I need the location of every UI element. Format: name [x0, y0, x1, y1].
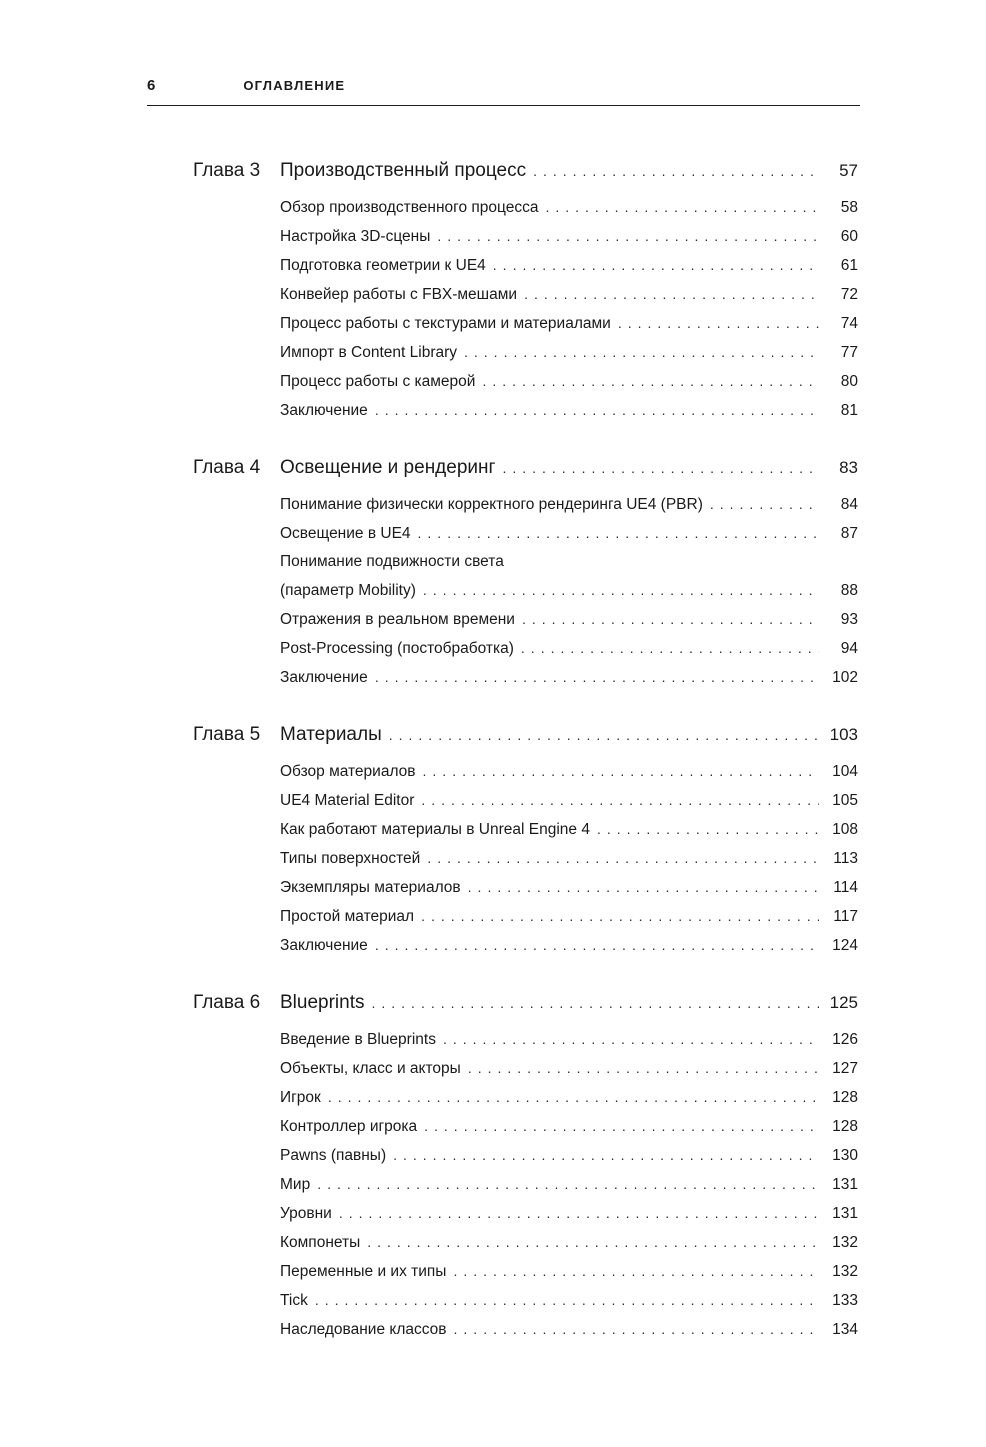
chapter-page-number: 83 — [839, 458, 858, 477]
chapter-page-number: 57 — [839, 161, 858, 180]
toc-entry-title: Переменные и их типы — [280, 1263, 447, 1280]
dot-leader — [468, 1054, 819, 1082]
toc-entry — [280, 815, 858, 844]
dot-leader — [454, 1315, 819, 1343]
toc-entry-title: Понимание физически корректного рендеринга UE4 (PBR) — [280, 496, 703, 513]
toc-entry-page-number: 61 — [840, 257, 858, 274]
toc-entry-page-number: 84 — [840, 496, 858, 513]
chapter-sections — [193, 1025, 858, 1344]
toc-chapter-row — [193, 453, 858, 483]
dot-leader — [618, 309, 819, 337]
toc-entry-title: Заключение — [280, 669, 368, 686]
chapter-sections — [193, 757, 858, 960]
toc-entry-title: Объекты, класс и акторы — [280, 1060, 461, 1077]
toc-entry-title: (параметр Mobility) — [280, 582, 416, 599]
dot-leader — [418, 519, 819, 547]
toc-entry-page-number: 114 — [833, 879, 858, 896]
toc-entry-title: Экземпляры материалов — [280, 879, 461, 896]
toc-entry-page-number: 104 — [832, 763, 858, 780]
toc-entry — [280, 1257, 858, 1286]
toc-entry-title: Обзор материалов — [280, 763, 416, 780]
folio-page-number: 6 — [147, 77, 156, 94]
toc-entry-title: Конвейер работы с FBX-мешами — [280, 286, 518, 303]
toc-entry-title: Процесс работы с камерой — [280, 373, 476, 390]
toc-entry-title: Подготовка геометрии к UE4 — [280, 257, 486, 274]
toc-entry-page-number: 131 — [832, 1205, 858, 1222]
toc-entry — [280, 1025, 858, 1054]
dot-leader — [375, 931, 819, 959]
toc-entry-page-number: 102 — [832, 669, 858, 686]
dot-leader — [375, 396, 819, 424]
dot-leader — [421, 786, 819, 814]
dot-leader — [437, 222, 819, 250]
toc-entry-title: Процесс работы с текстурами и материалами — [280, 315, 611, 332]
toc-entry — [280, 873, 858, 902]
toc-chapter — [193, 720, 858, 960]
toc-entry-page-number: 132 — [832, 1234, 858, 1251]
chapter-label: Глава 4 — [193, 457, 261, 478]
toc-entry-title-line1: Понимание подвижности света — [280, 553, 504, 570]
toc-entry — [280, 251, 858, 280]
dot-leader — [522, 605, 819, 633]
toc-entry — [280, 1286, 858, 1315]
toc-entry-page-number: 113 — [833, 850, 858, 867]
toc-entry-page-number: 124 — [832, 937, 858, 954]
dot-leader — [524, 280, 819, 308]
toc-entry-page-number: 74 — [840, 315, 858, 332]
toc-entry-page-number: 72 — [840, 286, 858, 303]
toc-entry-page-number: 128 — [832, 1118, 858, 1135]
toc-entry-title: Как работают материалы в Unreal Engine 4 — [280, 821, 590, 838]
toc-entry-title: UE4 Material Editor — [280, 792, 415, 809]
toc-entry — [280, 786, 858, 815]
toc-entry-page-number: 134 — [832, 1321, 858, 1338]
chapter-title: Производственный процесс — [280, 160, 527, 181]
dot-leader — [482, 367, 819, 395]
toc-entry — [280, 605, 858, 634]
toc-chapter-row — [193, 720, 858, 750]
running-title: ОГЛАВЛЕНИЕ — [243, 78, 346, 93]
dot-leader — [389, 720, 819, 750]
toc-chapter — [193, 453, 858, 692]
toc-entry — [280, 193, 858, 222]
toc-entry — [280, 309, 858, 338]
toc-entry-page-number: 60 — [840, 228, 858, 245]
dot-leader — [453, 1257, 819, 1285]
toc-chapter — [193, 156, 858, 425]
toc-entry-title: Tick — [280, 1292, 308, 1309]
chapter-page-number: 125 — [829, 993, 858, 1012]
dot-leader — [423, 757, 819, 785]
toc-entry — [280, 1170, 858, 1199]
toc-entry-page-number: 58 — [840, 199, 858, 216]
chapter-sections — [193, 490, 858, 692]
toc-entry — [280, 1228, 858, 1257]
dot-leader — [521, 634, 819, 662]
toc-entry-page-number: 81 — [840, 402, 858, 419]
toc-entry — [280, 663, 858, 692]
dot-leader — [393, 1141, 819, 1169]
toc-entry — [280, 1141, 858, 1170]
dot-leader — [533, 156, 819, 186]
page-header — [147, 0, 860, 106]
toc-entry-title: Заключение — [280, 402, 368, 419]
chapter-title: Материалы — [280, 724, 382, 745]
toc-entry — [280, 1315, 858, 1344]
chapter-title: Освещение и рендеринг — [280, 457, 496, 478]
toc-entry-title: Заключение — [280, 937, 368, 954]
toc-entry — [280, 367, 858, 396]
toc-entry-page-number: 130 — [832, 1147, 858, 1164]
toc-entry-page-number: 88 — [840, 582, 858, 599]
toc-entry-page-number: 93 — [840, 611, 858, 628]
toc-entry — [280, 576, 858, 605]
toc-entry-page-number: 80 — [840, 373, 858, 390]
toc-entry — [280, 1112, 858, 1141]
toc-entry — [280, 902, 858, 931]
toc-entry — [280, 396, 858, 425]
dot-leader — [328, 1083, 819, 1111]
toc-entry-title: Post-Processing (постобработка) — [280, 640, 514, 657]
toc-entry-page-number: 117 — [833, 908, 858, 925]
toc-entry-title: Импорт в Content Library — [280, 344, 458, 361]
toc-entry — [280, 757, 858, 786]
dot-leader — [545, 193, 819, 221]
toc-entry — [280, 931, 858, 960]
toc-entry — [280, 1054, 858, 1083]
toc-entry-title: Компонеты — [280, 1234, 361, 1251]
toc-chapter-row — [193, 988, 858, 1018]
toc-entry-title: Настройка 3D-сцены — [280, 228, 431, 245]
toc-entry-page-number: 126 — [832, 1031, 858, 1048]
toc-entry-page-number: 132 — [832, 1263, 858, 1280]
dot-leader — [493, 251, 819, 279]
toc-entry-title: Игрок — [280, 1089, 321, 1106]
toc-chapter — [193, 988, 858, 1344]
toc-entry — [280, 1199, 858, 1228]
toc-chapter-row — [193, 156, 858, 186]
toc-entry-page-number: 108 — [832, 821, 858, 838]
toc-entry — [280, 338, 858, 367]
dot-leader — [423, 576, 819, 604]
toc-entry-title: Обзор производственного процесса — [280, 199, 539, 216]
table-of-contents — [193, 156, 858, 1344]
toc-entry — [280, 490, 858, 519]
dot-leader — [375, 663, 819, 691]
toc-entry-page-number: 131 — [832, 1176, 858, 1193]
toc-entry-title: Наследование классов — [280, 1321, 447, 1338]
chapter-page-number: 103 — [829, 725, 858, 744]
dot-leader — [317, 1170, 819, 1198]
dot-leader — [339, 1199, 819, 1227]
toc-entry — [280, 280, 858, 309]
dot-leader — [427, 844, 819, 872]
toc-entry — [280, 519, 858, 548]
dot-leader — [597, 815, 819, 843]
toc-entry — [280, 844, 858, 873]
toc-entry-page-number: 128 — [832, 1089, 858, 1106]
toc-entry — [280, 222, 858, 251]
toc-entry-title: Уровни — [280, 1205, 332, 1222]
toc-entry-page-number: 77 — [840, 344, 858, 361]
dot-leader — [315, 1286, 819, 1314]
dot-leader — [464, 338, 819, 366]
toc-entry-title: Освещение в UE4 — [280, 525, 411, 542]
toc-entry-page-number: 127 — [832, 1060, 858, 1077]
dot-leader — [443, 1025, 819, 1053]
dot-leader — [424, 1112, 819, 1140]
toc-entry-title: Простой материал — [280, 908, 415, 925]
toc-entry-page-number: 87 — [840, 525, 858, 542]
toc-entry-title: Мир — [280, 1176, 311, 1193]
chapter-label: Глава 5 — [193, 724, 261, 745]
dot-leader — [372, 988, 820, 1018]
chapter-label: Глава 3 — [193, 160, 261, 181]
toc-entry-page-number: 133 — [832, 1292, 858, 1309]
toc-entry — [280, 1083, 858, 1112]
toc-entry-title: Контроллер игрока — [280, 1118, 418, 1135]
toc-entry-title: Отражения в реальном времени — [280, 611, 515, 628]
chapter-title: Blueprints — [280, 992, 365, 1013]
dot-leader — [367, 1228, 819, 1256]
chapter-label: Глава 6 — [193, 992, 261, 1013]
dot-leader — [468, 873, 819, 901]
toc-entry — [280, 634, 858, 663]
dot-leader — [710, 490, 819, 518]
dot-leader — [502, 453, 819, 483]
toc-entry-title: Введение в Blueprints — [280, 1031, 436, 1048]
toc-entry-page-number: 94 — [840, 640, 858, 657]
dot-leader — [421, 902, 819, 930]
toc-entry-title: Pawns (павны) — [280, 1147, 387, 1164]
toc-entry-title: Типы поверхностей — [280, 850, 421, 867]
toc-entry-page-number: 105 — [832, 792, 858, 809]
chapter-sections — [193, 193, 858, 425]
